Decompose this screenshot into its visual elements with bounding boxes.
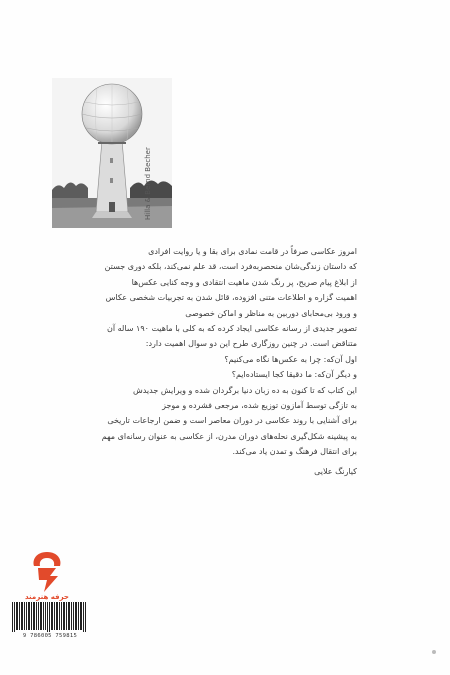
blurb-line: این کتاب که تا کنون به ده زبان دنیا برگردان شده و ویرایش جدیدش (132, 385, 357, 395)
blurb-line: و ورود بی‌محابای دوربین به مناظر و اماکن خصوصی (185, 308, 357, 318)
blurb-line: برای انتقال فرهنگ و تمدن یاد می‌کند. (232, 447, 357, 457)
blurb-line: به پیشینه شکل‌گیری نحله‌های دوران مدرن، از عکاسی به عنوان رسانه‌ای مهم (101, 431, 357, 441)
blurb-line: امروز عکاسی صرفاً در قامت نمادی برای بقا و یا روایت افرادی (148, 247, 357, 256)
photo-credit (140, 80, 158, 220)
blurb-line: اول آن‌که: چرا به عکس‌ها نگاه می‌کنیم؟ (224, 354, 357, 364)
blurb-line: به تازگی توسط آمازون توزیع شده، مرجعی فشرده و موجز (162, 401, 357, 411)
author-signature: کیارنگ علایی (314, 466, 357, 476)
blurb-text (95, 244, 357, 479)
blurb-line: برای آشنایی با روند عکاسی در دوران معاصر است و ضمن ارجاعات تاریخی (107, 416, 357, 426)
publisher-logo-icon (28, 548, 66, 594)
publisher-name: حرفه هنرمند (25, 593, 69, 601)
blurb-line: اهمیت گزاره و اطلاعات متنی افزوده، قائل شدن به تجربیات شخصی عکاس (105, 293, 357, 303)
blurb-line: تصویر جدیدی از رسانه عکاسی ایجاد کرده که به کلی با ماهیت ۱۹۰ ساله آن (106, 324, 357, 334)
blurb-line: و دیگر آن‌که: ما دقیقا کجا ایستاده‌ایم؟ (231, 370, 357, 380)
corner-dot (432, 650, 436, 654)
blurb-line: از ابلاغ پیام صریح، پر رنگ شدن ماهیت انتقادی و وجه کنایی عکس‌ها (131, 277, 357, 287)
photo-credit-text: Hilla & Bernd Becher (144, 147, 152, 220)
blurb-line: که داستان زندگی‌شان منحصر‌به‌فرد است، قد علم نمی‌کند، بلکه دوری جستن (104, 262, 357, 272)
isbn-number: 9 786005 759815 (22, 633, 78, 639)
blurb-line: متناقض است. در چنین روزگاری طرح این دو سوال اهمیت دارد: (145, 339, 357, 349)
barcode (10, 602, 90, 632)
